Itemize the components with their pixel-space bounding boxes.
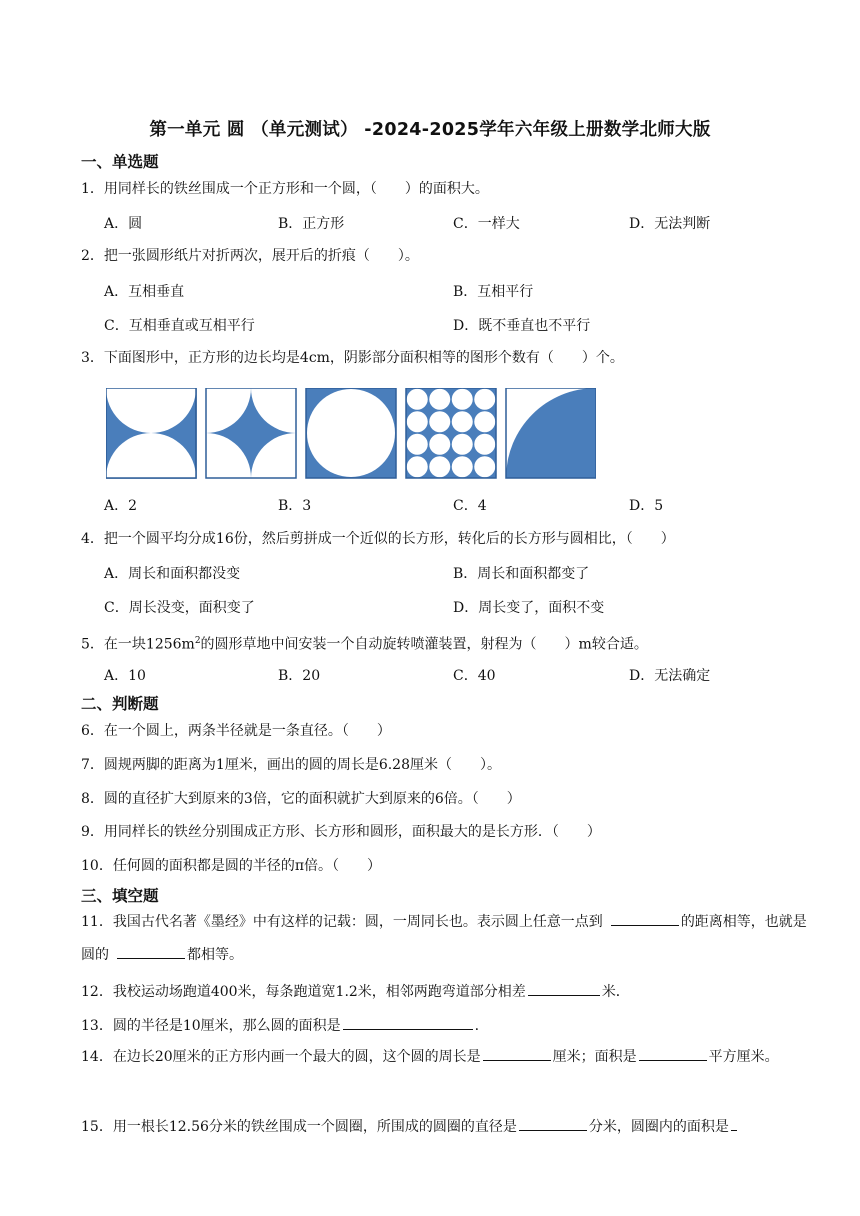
question-3-figures [106,388,596,480]
question-8: 8．圆的直径扩大到原来的3倍，它的面积就扩大到原来的6倍。（ ） [81,791,521,807]
question-10: 10．任何圆的面积都是圆的半径的π倍。（ ） [81,858,382,874]
shaded-squares-figure [106,388,596,480]
question-3: 3．下面图形中，正方形的边长均是4cm，阴影部分面积相等的图形个数有（ ）个。 [81,350,624,366]
q5-superscript: 2 [194,636,201,646]
q11-text-c: 都相等。 [187,947,243,963]
question-11 [81,906,811,972]
q11-blank-1[interactable] [611,911,679,926]
figure-4-circle-grid [406,388,496,478]
q1-option-d: D．无法判断 [629,216,711,232]
question-14 [81,1041,811,1074]
figure-1-semicircles [106,388,196,478]
question-13 [81,1015,479,1036]
q14-text-c: 平方厘米。 [708,1049,779,1065]
question-9: 9．用同样长的铁丝分别围成正方形、长方形和圆形，面积最大的是长方形．（ ） [81,824,601,840]
q1-option-b: B．正方形 [278,216,345,232]
q3-option-b: B．3 [278,498,312,514]
question-5 [81,631,648,655]
q14-blank-1[interactable] [483,1046,551,1061]
q4-option-b: B．周长和面积都变了 [453,566,590,582]
q4-option-a: A．周长和面积都没变 [104,566,241,582]
q12-text-b: 米． [601,984,630,1000]
q5-option-a: A．10 [104,668,146,684]
figure-3-inscribed-circle [306,388,396,478]
q13-text-a: 13．圆的半径是10厘米，那么圆的面积是 [81,1018,341,1034]
question-15 [81,1116,739,1137]
q5-option-d: D．无法确定 [629,668,711,684]
q1-option-a: A．圆 [104,216,143,232]
q4-option-c: C．周长没变，面积变了 [104,600,255,616]
section-heading-fill-blank: 三、填空题 [81,887,159,905]
q11-blank-2[interactable] [117,944,185,959]
q5-text-part-b: 的圆形草地中间安装一个自动旋转喷灌装置，射程为（ ）m较合适。 [200,636,648,653]
figure-2-star [206,388,296,478]
q3-option-d: D．5 [629,498,664,514]
q4-option-d: D．周长变了，面积不变 [453,600,605,616]
q2-option-c: C．互相垂直或互相平行 [104,318,255,334]
question-6: 6．在一个圆上，两条半径就是一条直径。（ ） [81,723,391,739]
q15-blank-2[interactable] [731,1116,737,1131]
page-title: 第一单元 圆 （单元测试） -2024-2025学年六年级上册数学北师大版 [149,120,711,140]
q3-option-c: C．4 [453,498,487,514]
question-12 [81,981,630,1002]
question-2: 2．把一张圆形纸片对折两次，展开后的折痕（ ）。 [81,248,419,264]
q11-text-b: 的距离相等，也就是圆的 [81,914,807,963]
q12-text-a: 12．我校运动场跑道400米，每条跑道宽1.2米，相邻两跑弯道部分相差 [81,984,526,1000]
q11-text-a: 11．我国古代名著《墨经》中有这样的记载：圆，一周同长也。表示圆上任意一点到 [81,914,603,930]
q3-option-a: A．2 [104,498,138,514]
q2-option-b: B．互相平行 [453,284,534,300]
q13-blank[interactable] [343,1015,473,1030]
question-7: 7．圆规两脚的距离为1厘米，画出的圆的周长是6.28厘米（ ）。 [81,757,501,773]
question-1: 1．用同样长的铁丝围成一个正方形和一个圆，（ ）的面积大。 [81,181,489,197]
q2-option-a: A．互相垂直 [104,284,185,300]
figure-5-quarter-circle [506,388,596,478]
q5-option-c: C．40 [453,668,496,684]
q2-option-d: D．既不垂直也不平行 [453,318,591,334]
q1-option-c: C．一样大 [453,216,520,232]
q5-option-b: B．20 [278,668,321,684]
q13-text-b: . [474,1018,480,1034]
q14-text-a: 14．在边长20厘米的正方形内画一个最大的圆，这个圆的周长是 [81,1049,481,1065]
section-heading-single-choice: 一、单选题 [81,153,159,171]
q12-blank[interactable] [528,981,600,996]
q14-text-b: 厘米；面积是 [552,1049,637,1065]
q15-blank-1[interactable] [519,1116,587,1131]
q14-blank-2[interactable] [639,1046,707,1061]
question-4: 4．把一个圆平均分成16份，然后剪拼成一个近似的长方形，转化后的长方形与圆相比，（ ） [81,531,675,547]
section-heading-true-false: 二、判断题 [81,695,159,713]
q15-text-a: 15．用一根长12.56分米的铁丝围成一个圆圈，所围成的圆圈的直径是 [81,1119,517,1135]
q15-text-b: 分米，圆圈内的面积是 [588,1119,729,1135]
q5-text-part-a: 5．在一块1256m [81,636,195,653]
